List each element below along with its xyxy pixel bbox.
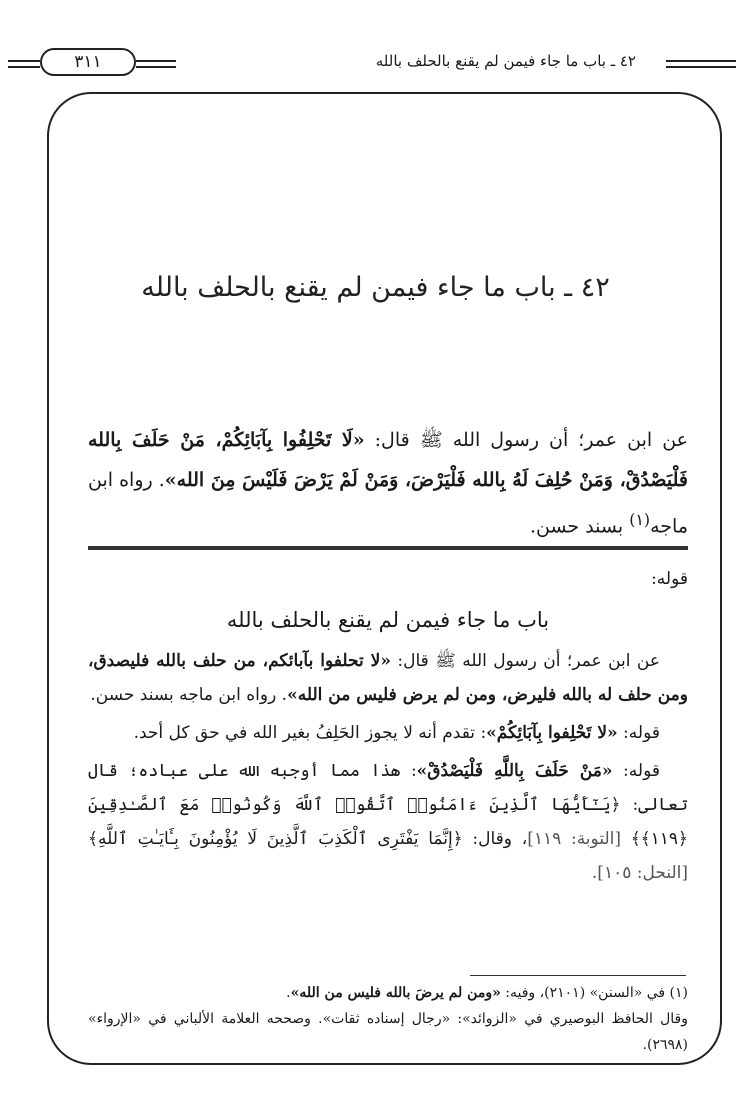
- chapter-title: ٤٢ ـ باب ما جاء فيمن لم يقنع بالحلف بالله: [141, 272, 610, 303]
- running-title: ٤٢ ـ باب ما جاء فيمن لم يقنع بالحلف بالله: [375, 52, 636, 70]
- commentary-paragraph: [88, 754, 688, 890]
- hadith-quote: «لَا تَحْلِفُوا بِآبَائِكُمْ، مَنْ حَلَفَ بِالله فَلْيَصْدُقْ، وَمَنْ حُلِفَ لَهُ بِالله فَلْيَرْضَ، وَمَنْ لَمْ يَرْضَ فَلَيْسَ مِنَ الله»: [88, 429, 689, 491]
- footnote-rule: [470, 975, 686, 976]
- paragraph-text: عن ابن عمر؛ أن رسول الله ﷺ قال:: [391, 651, 661, 671]
- paragraph-text: : تقدم أنه لا يجوز الحَلِفُ بغير الله في حق كل أحد.: [133, 723, 487, 743]
- hadith-narration: رواه ابن ماجه: [88, 469, 688, 538]
- commentary-qawluh: قوله:: [651, 569, 688, 589]
- hadith-punct: .: [158, 469, 165, 491]
- quoted-phrase: «مَنْ حَلَفَ بِاللَّهِ فَلْيَصْدُقْ»: [416, 761, 613, 781]
- quran-verse: ﴿يَـٰٓأَيُّهَا ٱلَّذِينَ ءَامَنُوا۟ ٱتَّقُوا۟ ٱللَّهَ وَكُونُوا۟ مَعَ ٱلصَّـٰدِقِينَ ﴿١١٩﴾﴾: [88, 795, 689, 849]
- verse-reference: [النحل: ١٠٥].: [591, 863, 688, 883]
- header-rule-left: [8, 60, 40, 62]
- commentary-subheading: باب ما جاء فيمن لم يقنع بالحلف بالله: [226, 608, 550, 632]
- paragraph-text: قوله:: [617, 723, 660, 743]
- footnote-text: .: [286, 985, 291, 1001]
- commentary: [88, 562, 688, 894]
- header-rule-right: [666, 60, 736, 62]
- header-rule-right: [666, 66, 736, 68]
- quoted-phrase: «لا تَحْلِفوا بِآبَائِكُمْ»: [486, 723, 618, 743]
- section-divider: [88, 546, 688, 550]
- commentary-paragraph: [88, 716, 688, 750]
- paragraph-text: . رواه ابن ماجه بسند حسن.: [90, 685, 288, 705]
- hadith-quote: «لا تحلفوا بآبائكم، من حلف بالله فليصدق، ومن حلف له بالله فليرض، ومن لم يرض فليس من الله»: [88, 651, 688, 705]
- paragraph-text: ، وقال:: [462, 829, 528, 849]
- page-number: ٣١١: [40, 48, 136, 76]
- footnote-quote: «ومن لم يرضَ بالله فليس من الله»: [290, 985, 501, 1001]
- footnote-1-continuation: وقال الحافظ البوصيري في «الزوائد»: «رجال إسناده ثقات». وصححه العلامة الألباني في «الإرواء» (٢٦٩٨).: [88, 1011, 688, 1053]
- hadith-narration-end: بسند حسن.: [529, 515, 630, 538]
- commentary-paragraph: [88, 644, 688, 712]
- hadith-text: [88, 420, 688, 546]
- hadith-intro: عن ابن عمر؛ أن رسول الله ﷺ قال:: [364, 429, 688, 451]
- header-rule-left: [8, 66, 40, 68]
- footnote-marker: (١): [629, 510, 651, 529]
- paragraph-text: : هذا مما أوجبه الله على عباده؛ قال تعالى:: [88, 761, 689, 815]
- header-rule-middle: [136, 60, 176, 62]
- header-rule-middle: [136, 66, 176, 68]
- footnote-text: (١) في «السنن» (٢١٠١)، وفيه:: [500, 985, 688, 1001]
- quran-verse: ﴿إِنَّمَا يَفْتَرِى ٱلْكَذِبَ ٱلَّذِينَ لَا يُؤْمِنُونَ بِـَٔايَـٰتِ ٱللَّهِ﴾: [88, 829, 463, 849]
- paragraph-text: قوله:: [612, 761, 660, 781]
- verse-reference: [التوبة: ١١٩]: [527, 829, 631, 849]
- footnotes: [88, 980, 688, 1058]
- footnote-1: [88, 980, 688, 1006]
